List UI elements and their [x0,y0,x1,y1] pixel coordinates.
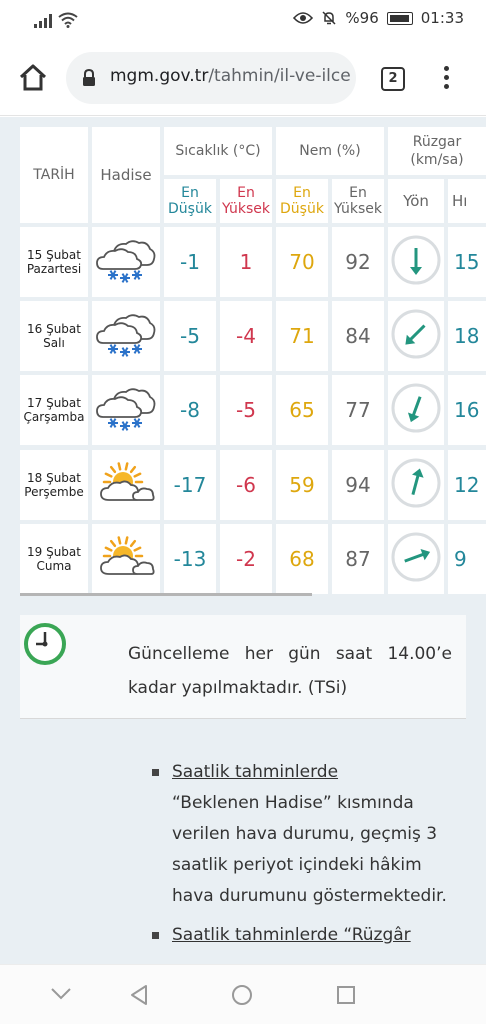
direction-cell [388,227,444,297]
temp-min-cell: -5 [164,301,216,371]
snow-cloud-icon [95,235,157,289]
wind-direction-icon [390,308,442,364]
snow-cloud-icon [95,383,157,437]
date-cell [20,301,88,371]
back-icon[interactable] [129,984,149,1006]
info-item [152,757,452,912]
event-cell [92,524,160,594]
temp-max-cell: 1 [220,227,272,297]
temp-max-cell: -2 [220,524,272,594]
info-text: “Beklenen Hadise” kısmında verilen hava durumu, geçmiş 3 saatlik periyot içindeki hâkim hava durumunu göstermektedir. [172,793,447,906]
update-notice [20,615,466,719]
url-text [110,66,351,86]
date-cell [20,524,88,594]
hum-max-cell: 94 [332,450,384,520]
tab-switcher-button[interactable]: 2 [381,67,405,91]
page-content [0,117,486,964]
browser-toolbar [0,40,486,116]
temp-min-cell: -17 [164,450,216,520]
clock-time: 01:33 [420,9,464,27]
partly-cloudy-icon [95,458,157,512]
status-left [34,12,78,28]
row-date: 17 Şubat [27,396,81,410]
header-temp-max: En Yüksek [220,179,272,223]
lock-icon [82,69,96,87]
wind-direction-icon [390,457,442,513]
home-nav-icon[interactable] [231,984,253,1006]
mute-bell-icon [321,10,337,26]
header-date: TARİH [20,127,88,223]
info-text-2: Saatlik tahminlerde “Rüzgâr [172,925,411,945]
notice-text: Güncelleme her gün saat 14.00’e kadar yapılmaktadır. (TSi) [128,644,452,698]
info-list [152,757,452,951]
android-nav-bar [0,964,486,1024]
event-cell [92,450,160,520]
temp-min-cell: -1 [164,227,216,297]
wind-direction-icon [390,531,442,587]
speed-cell: 15 [448,227,486,297]
partly-cloudy-icon [95,532,157,586]
date-cell [20,227,88,297]
header-direction: Yön [388,179,444,223]
temp-max-cell: -4 [220,301,272,371]
header-hum-min: En Düşük [276,179,328,223]
event-cell [92,301,160,371]
direction-cell [388,524,444,594]
hum-max-cell: 77 [332,375,384,445]
eye-icon [293,11,313,25]
url-domain: mgm.gov.tr [110,66,209,86]
speed-cell: 16 [448,375,486,445]
overflow-menu-icon[interactable] [444,66,450,92]
event-cell [92,375,160,445]
speed-cell: 9 [448,524,486,594]
forecast-table [20,117,486,597]
recents-icon[interactable] [336,985,356,1005]
snow-cloud-icon [95,309,157,363]
speed-cell: 18 [448,301,486,371]
row-date: 16 Şubat [27,322,81,336]
wind-direction-icon [390,234,442,290]
home-icon[interactable] [18,64,48,92]
header-hum-max: En Yüksek [332,179,384,223]
row-date: 15 Şubat [27,248,81,262]
row-date: 19 Şubat [27,545,81,559]
hum-max-cell: 92 [332,227,384,297]
date-cell [20,450,88,520]
hum-min-cell: 59 [276,450,328,520]
hum-min-cell: 65 [276,375,328,445]
temp-min-cell: -8 [164,375,216,445]
status-right [293,9,464,27]
battery-icon [387,12,413,25]
row-day: Salı [43,336,65,350]
wifi-icon [58,12,78,28]
clock-icon [22,621,68,667]
header-temp-min: En Düşük [164,179,216,223]
header-temperature: Sıcaklık (°C) [164,127,272,175]
date-cell [20,375,88,445]
header-event: Hadise [92,127,160,223]
direction-cell [388,375,444,445]
direction-cell [388,301,444,371]
row-date: 18 Şubat [27,471,81,485]
status-bar [0,0,486,40]
row-day: Pazartesi [26,262,82,276]
header-humidity: Nem (%) [276,127,384,175]
speed-cell: 12 [448,450,486,520]
wind-direction-icon [390,382,442,438]
temp-min-cell: -13 [164,524,216,594]
header-speed: Hı [448,179,486,223]
url-path: /tahmin/il-ve-ilce [208,66,351,86]
address-bar[interactable] [66,52,356,104]
row-day: Cuma [36,559,72,573]
hum-max-cell: 84 [332,301,384,371]
direction-cell [388,450,444,520]
header-wind: Rüzgar (km/sa) [388,127,486,175]
table-scrollbar[interactable] [20,593,312,596]
row-day: Perşembe [24,485,84,499]
event-cell [92,227,160,297]
hum-min-cell: 70 [276,227,328,297]
hide-keyboard-icon[interactable] [50,987,72,1001]
info-link[interactable]: Saatlik tahminlerde [172,762,339,782]
temp-max-cell: -5 [220,375,272,445]
battery-percent: %96 [345,9,379,27]
row-day: Çarşamba [23,410,85,424]
info-item-2 [152,920,452,951]
hum-min-cell: 71 [276,301,328,371]
signal-icon [34,14,52,28]
hum-max-cell: 87 [332,524,384,594]
hum-min-cell: 68 [276,524,328,594]
temp-max-cell: -6 [220,450,272,520]
